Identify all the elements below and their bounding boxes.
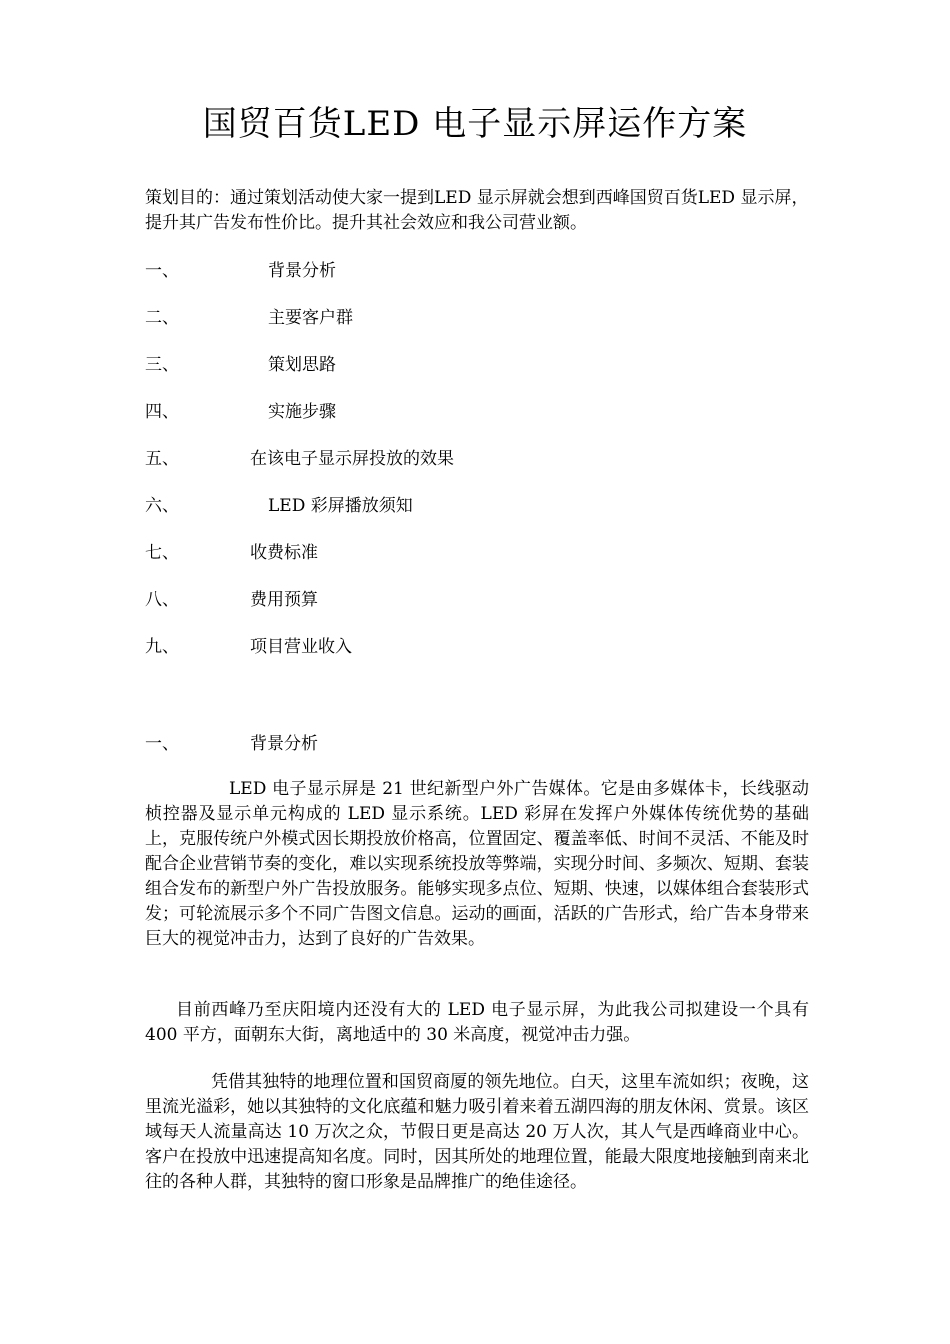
- toc-label: 背景分析: [268, 261, 336, 281]
- toc-label: 实施步骤: [268, 402, 336, 422]
- toc-label: 费用预算: [250, 590, 318, 610]
- toc-item-notice: [145, 493, 810, 540]
- section-title: 背景分析: [250, 734, 318, 754]
- toc-item-revenue: [145, 634, 810, 681]
- toc-item-pricing: [145, 540, 810, 587]
- toc-number: 六、: [145, 496, 179, 516]
- toc-number: 五、: [145, 449, 179, 469]
- toc-item-customers: [145, 305, 810, 352]
- toc-number: 七、: [145, 543, 179, 563]
- toc-item-background: [145, 258, 810, 305]
- toc-label: 项目营业收入: [250, 637, 352, 657]
- toc-item-effect: [145, 446, 810, 493]
- planning-purpose: 策划目的：通过策划活动使大家一提到LED 显示屏就会想到西峰国贸百货LED 显示屏，提升其广告发布性价比。提升其社会效应和我公司营业额。: [145, 188, 809, 233]
- toc-item-planning-idea: [145, 352, 810, 399]
- toc-label: 在该电子显示屏投放的效果: [250, 449, 454, 469]
- toc-label: 收费标准: [250, 543, 318, 563]
- document-title: 国贸百货LED 电子显示屏运作方案: [202, 104, 748, 144]
- toc-item-steps: [145, 399, 810, 446]
- toc-label: 策划思路: [268, 355, 336, 375]
- toc-number: 三、: [145, 355, 179, 375]
- paragraph-location-advantage: 凭借其独特的地理位置和国贸商厦的领先地位。白天，这里车流如织；夜晚，这里流光溢彩，她以其独特的文化底蕴和魅力吸引着来着五湖四海的朋友休闲、赏景。该区域每天人流量高达 10 万次之众，节假日更是高达 20 万人次，其人气是西峰商业中心。客户在投放中迅速提高知名度。同时，因其所处的地理位置，能最大限度地接触到南来北往的各种人群，其独特的窗口形象是品牌推广的绝佳途径。: [145, 1072, 809, 1192]
- paragraph-led-intro: LED 电子显示屏是 21 世纪新型户外广告媒体。它是由多媒体卡，长线驱动桢控器及显示单元构成的 LED 显示系统。LED 彩屏在发挥户外媒体传统优势的基础上，克服传统户外模式因长期投放价格高，位置固定、覆盖率低、时间不灵活、不能及时配合企业营销节奏的变化，难以实现系统投放等弊端，实现分时间、多频次、短期、套装组合发布的新型户外广告投放服务。能够实现多点位、短期、快速，以媒体组合套装形式发；可轮流展示多个不同广告图文信息。运动的画面，活跃的广告形式，给广告本身带来巨大的视觉冲击力，达到了良好的广告效果。: [145, 779, 809, 949]
- toc-number: 一、: [145, 261, 179, 281]
- paragraph-current-situation: 目前西峰乃至庆阳境内还没有大的 LED 电子显示屏，为此我公司拟建设一个具有 400 平方，面朝东大街，离地适中的 30 米高度，视觉冲击力强。: [145, 1000, 809, 1045]
- section-heading-background: [145, 731, 810, 757]
- toc-number: 四、: [145, 402, 179, 422]
- toc-number: 九、: [145, 637, 179, 657]
- toc-number: 二、: [145, 308, 179, 328]
- toc-label: LED 彩屏播放须知: [268, 496, 413, 516]
- toc-label: 主要客户群: [268, 308, 353, 328]
- table-of-contents: [145, 258, 810, 681]
- toc-number: 八、: [145, 590, 179, 610]
- toc-item-budget: [145, 587, 810, 634]
- section-number: 一、: [145, 734, 179, 754]
